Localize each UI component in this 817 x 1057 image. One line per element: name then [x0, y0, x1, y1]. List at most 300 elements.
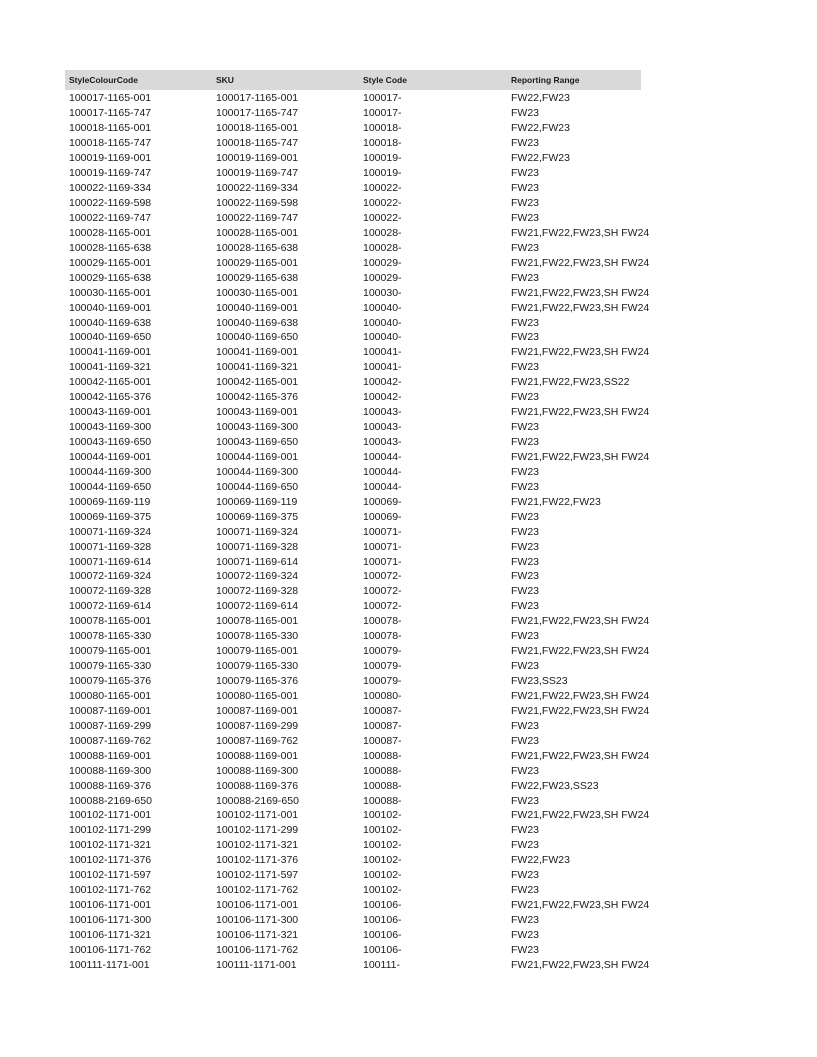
cell-style-colour-code: 100106-1171-300	[69, 914, 152, 927]
cell-style-code: 100041-	[363, 361, 402, 374]
table-row	[65, 270, 641, 285]
table-row	[65, 479, 641, 494]
cell-reporting-range: FW21,FW22,FW23,SH FW24	[511, 899, 650, 912]
cell-reporting-range: FW23	[511, 510, 540, 523]
cell-style-colour-code: 100022-1169-598	[69, 197, 152, 210]
table-row	[65, 375, 641, 390]
cell-sku: 100018-1165-747	[216, 137, 299, 150]
cell-sku: 100079-1165-376	[216, 675, 299, 688]
table-row	[65, 957, 650, 972]
cell-sku: 100028-1165-001	[216, 226, 299, 239]
table-row	[65, 793, 641, 808]
cell-style-code: 100041-	[363, 346, 402, 359]
cell-reporting-range: FW23	[511, 197, 540, 210]
table-row	[65, 225, 650, 240]
cell-style-code: 100028-	[363, 226, 402, 239]
cell-sku: 100102-1171-762	[216, 884, 299, 897]
cell-style-code: 100069-	[363, 495, 402, 508]
cell-style-colour-code: 100072-1169-328	[69, 585, 152, 598]
cell-style-colour-code: 100088-1169-376	[69, 779, 152, 792]
cell-sku: 100102-1171-299	[216, 824, 299, 837]
cell-style-code: 100042-	[363, 391, 402, 404]
cell-style-colour-code: 100019-1169-747	[69, 167, 152, 180]
cell-style-code: 100029-	[363, 271, 402, 284]
cell-sku: 100019-1169-747	[216, 167, 299, 180]
table-row	[65, 644, 650, 659]
cell-reporting-range: FW21,FW22,FW23,SH FW24	[511, 704, 650, 717]
cell-sku: 100078-1165-001	[216, 615, 299, 628]
cell-style-code: 100088-	[363, 794, 402, 807]
cell-reporting-range: FW23	[511, 585, 540, 598]
cell-style-code: 100072-	[363, 600, 402, 613]
cell-sku: 100042-1165-376	[216, 391, 299, 404]
cell-sku: 100030-1165-001	[216, 286, 299, 299]
cell-style-colour-code: 100087-1169-762	[69, 734, 152, 747]
cell-style-code: 100040-	[363, 331, 402, 344]
cell-reporting-range: FW23	[511, 660, 540, 673]
table-row	[65, 405, 650, 420]
cell-style-colour-code: 100088-1169-300	[69, 764, 152, 777]
cell-style-code: 100072-	[363, 570, 402, 583]
cell-reporting-range: FW21,FW22,FW23,SH FW24	[511, 749, 650, 762]
cell-reporting-range: FW22,FW23	[511, 122, 570, 135]
table-row	[65, 211, 641, 226]
cell-style-code: 100071-	[363, 525, 402, 538]
cell-reporting-range: FW23	[511, 211, 540, 224]
cell-sku: 100029-1165-638	[216, 271, 299, 284]
cell-reporting-range: FW23	[511, 540, 540, 553]
table-row	[65, 240, 641, 255]
header-reporting-range: Reporting Range	[511, 75, 580, 85]
cell-style-code: 100018-	[363, 137, 402, 150]
cell-style-code: 100030-	[363, 286, 402, 299]
cell-style-colour-code: 100102-1171-001	[69, 809, 152, 822]
cell-style-colour-code: 100028-1165-638	[69, 241, 152, 254]
table-row	[65, 942, 641, 957]
header-sku: SKU	[216, 75, 234, 85]
cell-style-colour-code: 100043-1169-650	[69, 436, 152, 449]
cell-sku: 100071-1169-614	[216, 555, 299, 568]
cell-sku: 100088-1169-001	[216, 749, 299, 762]
cell-style-colour-code: 100041-1169-001	[69, 346, 152, 359]
cell-reporting-range: FW21,FW22,FW23,SH FW24	[511, 346, 650, 359]
table-row	[65, 181, 641, 196]
cell-style-colour-code: 100079-1165-330	[69, 660, 152, 673]
cell-style-code: 100022-	[363, 197, 402, 210]
cell-reporting-range: FW23,SS23	[511, 675, 568, 688]
cell-style-code: 100106-	[363, 899, 402, 912]
cell-reporting-range: FW21,FW22,FW23,SS22	[511, 376, 630, 389]
cell-reporting-range: FW21,FW22,FW23	[511, 495, 601, 508]
cell-style-code: 100071-	[363, 540, 402, 553]
cell-sku: 100072-1169-614	[216, 600, 299, 613]
cell-reporting-range: FW23	[511, 271, 540, 284]
table-row	[65, 360, 641, 375]
cell-reporting-range: FW21,FW22,FW23,SH FW24	[511, 256, 650, 269]
cell-reporting-range: FW23	[511, 525, 540, 538]
cell-style-code: 100078-	[363, 630, 402, 643]
cell-sku: 100017-1165-001	[216, 92, 299, 105]
cell-reporting-range: FW22,FW23	[511, 854, 570, 867]
cell-sku: 100102-1171-321	[216, 839, 299, 852]
table-row	[65, 136, 641, 151]
cell-style-code: 100102-	[363, 839, 402, 852]
cell-style-code: 100017-	[363, 92, 402, 105]
table-row	[65, 808, 650, 823]
cell-style-colour-code: 100022-1169-747	[69, 211, 152, 224]
cell-sku: 100040-1169-001	[216, 301, 299, 314]
cell-style-code: 100028-	[363, 241, 402, 254]
cell-sku: 100111-1171-001	[216, 958, 297, 971]
cell-reporting-range: FW21,FW22,FW23,SH FW24	[511, 301, 650, 314]
cell-style-code: 100087-	[363, 719, 402, 732]
cell-reporting-range: FW21,FW22,FW23,SH FW24	[511, 958, 650, 971]
cell-reporting-range: FW22,FW23,SS23	[511, 779, 599, 792]
cell-style-code: 100042-	[363, 376, 402, 389]
cell-reporting-range: FW21,FW22,FW23,SH FW24	[511, 809, 650, 822]
cell-style-colour-code: 100088-1169-001	[69, 749, 152, 762]
cell-sku: 100102-1171-597	[216, 869, 299, 882]
table-row	[65, 330, 641, 345]
cell-style-code: 100043-	[363, 421, 402, 434]
table-row	[65, 913, 641, 928]
cell-sku: 100087-1169-299	[216, 719, 299, 732]
cell-style-colour-code: 100030-1165-001	[69, 286, 152, 299]
table-row	[65, 285, 650, 300]
cell-sku: 100040-1169-650	[216, 331, 299, 344]
cell-reporting-range: FW23	[511, 316, 540, 329]
cell-style-colour-code: 100071-1169-328	[69, 540, 152, 553]
cell-style-colour-code: 100019-1169-001	[69, 152, 152, 165]
cell-style-colour-code: 100028-1165-001	[69, 226, 152, 239]
cell-reporting-range: FW23	[511, 734, 540, 747]
cell-style-code: 100019-	[363, 167, 402, 180]
cell-style-code: 100043-	[363, 406, 402, 419]
cell-sku: 100106-1171-321	[216, 928, 299, 941]
cell-reporting-range: FW22,FW23	[511, 92, 570, 105]
cell-style-colour-code: 100044-1169-001	[69, 450, 152, 463]
cell-style-code: 100079-	[363, 645, 402, 658]
cell-style-code: 100022-	[363, 211, 402, 224]
cell-style-code: 100029-	[363, 256, 402, 269]
cell-reporting-range: FW23	[511, 421, 540, 434]
table-row	[65, 823, 641, 838]
cell-sku: 100071-1169-328	[216, 540, 299, 553]
cell-sku: 100088-1169-300	[216, 764, 299, 777]
table-row	[65, 509, 641, 524]
table-body	[65, 91, 650, 972]
cell-sku: 100029-1165-001	[216, 256, 299, 269]
cell-reporting-range: FW23	[511, 943, 540, 956]
cell-style-colour-code: 100042-1165-376	[69, 391, 152, 404]
table-row	[65, 629, 641, 644]
cell-style-code: 100102-	[363, 809, 402, 822]
cell-reporting-range: FW23	[511, 824, 540, 837]
cell-style-colour-code: 100088-2169-650	[69, 794, 152, 807]
cell-style-colour-code: 100043-1169-300	[69, 421, 152, 434]
cell-reporting-range: FW21,FW22,FW23,SH FW24	[511, 226, 650, 239]
cell-style-code: 100018-	[363, 122, 402, 135]
cell-style-colour-code: 100102-1171-597	[69, 869, 152, 882]
cell-sku: 100087-1169-001	[216, 704, 299, 717]
cell-sku: 100022-1169-747	[216, 211, 299, 224]
cell-sku: 100069-1169-119	[216, 495, 298, 508]
table-row	[65, 898, 650, 913]
cell-style-code: 100022-	[363, 182, 402, 195]
table-row	[65, 838, 641, 853]
cell-style-colour-code: 100102-1171-299	[69, 824, 152, 837]
table-row	[65, 300, 650, 315]
table-row	[65, 674, 641, 689]
cell-reporting-range: FW23	[511, 436, 540, 449]
cell-style-code: 100079-	[363, 660, 402, 673]
cell-style-colour-code: 100106-1171-001	[69, 899, 152, 912]
cell-reporting-range: FW21,FW22,FW23,SH FW24	[511, 689, 650, 702]
cell-sku: 100072-1169-324	[216, 570, 299, 583]
cell-style-code: 100106-	[363, 943, 402, 956]
cell-style-code: 100102-	[363, 869, 402, 882]
cell-sku: 100087-1169-762	[216, 734, 299, 747]
cell-style-code: 100079-	[363, 675, 402, 688]
cell-style-code: 100106-	[363, 928, 402, 941]
cell-sku: 100102-1171-376	[216, 854, 299, 867]
table-row	[65, 689, 650, 704]
cell-style-colour-code: 100071-1169-614	[69, 555, 152, 568]
cell-style-colour-code: 100069-1169-119	[69, 495, 151, 508]
cell-style-code: 100111-	[363, 958, 400, 971]
cell-reporting-range: FW23	[511, 884, 540, 897]
cell-style-colour-code: 100079-1165-001	[69, 645, 152, 658]
cell-style-colour-code: 100102-1171-321	[69, 839, 152, 852]
cell-style-colour-code: 100029-1165-638	[69, 271, 152, 284]
cell-reporting-range: FW23	[511, 839, 540, 852]
cell-style-code: 100102-	[363, 884, 402, 897]
table-row	[65, 539, 641, 554]
cell-sku: 100106-1171-762	[216, 943, 299, 956]
cell-reporting-range: FW23	[511, 914, 540, 927]
cell-style-colour-code: 100078-1165-001	[69, 615, 152, 628]
table-row	[65, 166, 641, 181]
cell-style-colour-code: 100044-1169-650	[69, 480, 152, 493]
table-row	[65, 733, 641, 748]
cell-style-code: 100044-	[363, 450, 402, 463]
cell-sku: 100022-1169-334	[216, 182, 299, 195]
table-row	[65, 151, 641, 166]
table-row	[65, 91, 641, 106]
cell-reporting-range: FW21,FW22,FW23,SH FW24	[511, 450, 650, 463]
cell-style-colour-code: 100102-1171-762	[69, 884, 152, 897]
cell-reporting-range: FW23	[511, 869, 540, 882]
cell-reporting-range: FW23	[511, 719, 540, 732]
cell-reporting-range: FW23	[511, 331, 540, 344]
table-row	[65, 599, 641, 614]
cell-sku: 100018-1165-001	[216, 122, 299, 135]
cell-sku: 100022-1169-598	[216, 197, 299, 210]
cell-style-colour-code: 100043-1169-001	[69, 406, 152, 419]
cell-style-colour-code: 100087-1169-001	[69, 704, 152, 717]
cell-style-code: 100080-	[363, 689, 402, 702]
cell-reporting-range: FW23	[511, 241, 540, 254]
cell-reporting-range: FW23	[511, 137, 540, 150]
cell-style-code: 100088-	[363, 749, 402, 762]
cell-sku: 100040-1169-638	[216, 316, 299, 329]
cell-sku: 100019-1169-001	[216, 152, 299, 165]
cell-style-code: 100044-	[363, 480, 402, 493]
cell-sku: 100044-1169-650	[216, 480, 299, 493]
table-row	[65, 763, 641, 778]
cell-reporting-range: FW23	[511, 630, 540, 643]
cell-sku: 100102-1171-001	[216, 809, 299, 822]
cell-style-code: 100019-	[363, 152, 402, 165]
cell-reporting-range: FW23	[511, 465, 540, 478]
cell-reporting-range: FW23	[511, 480, 540, 493]
cell-style-code: 100040-	[363, 316, 402, 329]
cell-style-colour-code: 100040-1169-001	[69, 301, 152, 314]
cell-style-colour-code: 100018-1165-001	[69, 122, 152, 135]
cell-reporting-range: FW23	[511, 928, 540, 941]
table-row	[65, 928, 641, 943]
cell-sku: 100088-1169-376	[216, 779, 299, 792]
cell-style-colour-code: 100106-1171-321	[69, 928, 152, 941]
table-row	[65, 420, 641, 435]
header-style-colour-code: StyleColourCode	[69, 75, 138, 85]
cell-style-code: 100088-	[363, 764, 402, 777]
cell-sku: 100080-1165-001	[216, 689, 299, 702]
table-row	[65, 390, 641, 405]
cell-sku: 100069-1169-375	[216, 510, 299, 523]
table-row	[65, 121, 641, 136]
cell-sku: 100044-1169-001	[216, 450, 299, 463]
cell-style-colour-code: 100044-1169-300	[69, 465, 152, 478]
cell-reporting-range: FW21,FW22,FW23,SH FW24	[511, 645, 650, 658]
table-row	[65, 524, 641, 539]
cell-sku: 100088-2169-650	[216, 794, 299, 807]
cell-style-code: 100072-	[363, 585, 402, 598]
table-row	[65, 554, 641, 569]
cell-reporting-range: FW23	[511, 600, 540, 613]
cell-sku: 100072-1169-328	[216, 585, 299, 598]
table-row	[65, 255, 650, 270]
cell-reporting-range: FW22,FW23	[511, 152, 570, 165]
cell-style-code: 100102-	[363, 854, 402, 867]
cell-style-colour-code: 100040-1169-650	[69, 331, 152, 344]
cell-reporting-range: FW23	[511, 570, 540, 583]
cell-reporting-range: FW21,FW22,FW23,SH FW24	[511, 406, 650, 419]
cell-style-code: 100043-	[363, 436, 402, 449]
table-row	[65, 868, 641, 883]
cell-reporting-range: FW23	[511, 107, 540, 120]
cell-sku: 100028-1165-638	[216, 241, 299, 254]
cell-style-colour-code: 100080-1165-001	[69, 689, 152, 702]
cell-style-colour-code: 100029-1165-001	[69, 256, 152, 269]
cell-sku: 100042-1165-001	[216, 376, 299, 389]
table-row	[65, 718, 641, 733]
table-row	[65, 703, 650, 718]
table-row	[65, 494, 641, 509]
cell-style-colour-code: 100111-1171-001	[69, 958, 150, 971]
cell-style-code: 100106-	[363, 914, 402, 927]
cell-style-code: 100044-	[363, 465, 402, 478]
cell-sku: 100078-1165-330	[216, 630, 299, 643]
cell-style-colour-code: 100078-1165-330	[69, 630, 152, 643]
cell-sku: 100041-1169-321	[216, 361, 299, 374]
table-row	[65, 196, 641, 211]
spreadsheet-table	[65, 70, 650, 972]
cell-style-code: 100017-	[363, 107, 402, 120]
cell-style-colour-code: 100102-1171-376	[69, 854, 152, 867]
table-row	[65, 778, 641, 793]
table-row	[65, 315, 641, 330]
cell-reporting-range: FW23	[511, 764, 540, 777]
cell-style-code: 100071-	[363, 555, 402, 568]
cell-style-colour-code: 100072-1169-324	[69, 570, 152, 583]
cell-reporting-range: FW23	[511, 182, 540, 195]
table-header-row	[65, 70, 641, 90]
cell-style-code: 100087-	[363, 704, 402, 717]
table-row	[65, 659, 641, 674]
cell-style-colour-code: 100042-1165-001	[69, 376, 152, 389]
table-row	[65, 345, 650, 360]
cell-sku: 100043-1169-650	[216, 436, 299, 449]
cell-style-code: 100040-	[363, 301, 402, 314]
cell-sku: 100041-1169-001	[216, 346, 299, 359]
table-row	[65, 106, 641, 121]
table-row	[65, 464, 641, 479]
table-row	[65, 435, 641, 450]
cell-reporting-range: FW23	[511, 391, 540, 404]
table-row	[65, 748, 650, 763]
cell-sku: 100017-1165-747	[216, 107, 299, 120]
cell-reporting-range: FW23	[511, 555, 540, 568]
cell-sku: 100044-1169-300	[216, 465, 299, 478]
cell-style-code: 100078-	[363, 615, 402, 628]
cell-style-colour-code: 100017-1165-747	[69, 107, 152, 120]
cell-style-colour-code: 100022-1169-334	[69, 182, 152, 195]
cell-reporting-range: FW21,FW22,FW23,SH FW24	[511, 615, 650, 628]
cell-style-code: 100087-	[363, 734, 402, 747]
cell-reporting-range: FW23	[511, 361, 540, 374]
table-row	[65, 853, 641, 868]
cell-sku: 100043-1169-001	[216, 406, 299, 419]
cell-style-colour-code: 100041-1169-321	[69, 361, 152, 374]
table-row	[65, 883, 641, 898]
cell-style-colour-code: 100069-1169-375	[69, 510, 152, 523]
cell-style-colour-code: 100040-1169-638	[69, 316, 152, 329]
cell-style-colour-code: 100106-1171-762	[69, 943, 152, 956]
cell-style-colour-code: 100079-1165-376	[69, 675, 152, 688]
cell-style-colour-code: 100087-1169-299	[69, 719, 152, 732]
cell-style-code: 100069-	[363, 510, 402, 523]
cell-sku: 100079-1165-001	[216, 645, 299, 658]
table-row	[65, 569, 641, 584]
cell-reporting-range: FW23	[511, 167, 540, 180]
cell-sku: 100079-1165-330	[216, 660, 299, 673]
cell-reporting-range: FW21,FW22,FW23,SH FW24	[511, 286, 650, 299]
table-row	[65, 450, 650, 465]
header-style-code: Style Code	[363, 75, 407, 85]
cell-style-colour-code: 100071-1169-324	[69, 525, 152, 538]
cell-style-colour-code: 100072-1169-614	[69, 600, 152, 613]
cell-style-colour-code: 100018-1165-747	[69, 137, 152, 150]
table-row	[65, 614, 650, 629]
cell-style-code: 100088-	[363, 779, 402, 792]
cell-sku: 100043-1169-300	[216, 421, 299, 434]
cell-sku: 100071-1169-324	[216, 525, 299, 538]
table-row	[65, 584, 641, 599]
cell-style-colour-code: 100017-1165-001	[69, 92, 152, 105]
cell-sku: 100106-1171-300	[216, 914, 299, 927]
cell-style-code: 100102-	[363, 824, 402, 837]
